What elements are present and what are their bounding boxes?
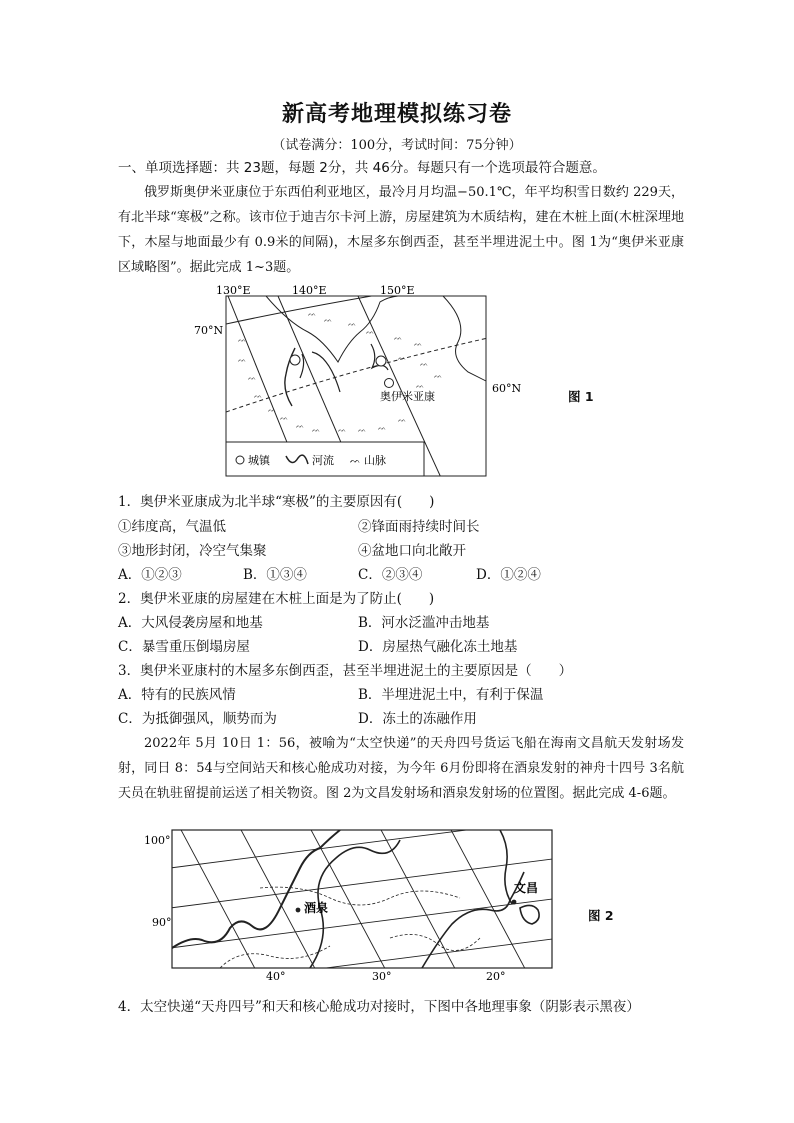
coastline <box>266 296 398 362</box>
coastline-east <box>443 296 488 382</box>
q1-option-a[interactable]: A．①②③ <box>118 567 182 583</box>
lat-label-60: 60°N <box>492 382 522 395</box>
parallel-65 <box>226 338 488 412</box>
svg-text:ᨓ: ᨓ <box>312 426 321 434</box>
q1-item-1: ①纬度高，气温低 <box>118 519 226 535</box>
svg-text:ᨓ: ᨓ <box>248 374 257 382</box>
svg-text:ᨓ: ᨓ <box>416 382 425 390</box>
svg-text:ᨓ: ᨓ <box>414 340 423 348</box>
q1-stem: 1．奥伊米亚康成为北半球“寒极”的主要原因有( ) <box>118 494 435 510</box>
svg-text:ᨓ: ᨓ <box>398 416 407 424</box>
svg-text:ᨓ: ᨓ <box>296 422 305 430</box>
figure-2-caption: 图 2 <box>588 908 614 923</box>
svg-text:ᨓ: ᨓ <box>338 426 347 434</box>
place-label-jiuquan: 酒泉 <box>304 901 329 915</box>
q1-item-2: ②锋面雨持续时间长 <box>358 519 480 535</box>
legend-mountain-symbol: ᨓ <box>350 456 361 466</box>
exam-info: （试卷满分：100分，考试时间：75分钟） <box>272 138 522 153</box>
q2-option-a[interactable]: A．大风侵袭房屋和地基 <box>118 615 263 631</box>
lon-label-150: 150°E <box>380 284 415 297</box>
svg-text:ᨓ: ᨓ <box>420 360 429 368</box>
lon-label-20: 20° <box>486 970 506 983</box>
svg-text:ᨓ: ᨓ <box>308 310 317 318</box>
svg-text:ᨓ: ᨓ <box>358 426 367 434</box>
svg-text:ᨓ: ᨓ <box>268 406 277 414</box>
q1-option-b[interactable]: B．①③④ <box>243 567 307 583</box>
place-label-wenchang: 文昌 <box>514 881 539 895</box>
passage-2: 2022年 5月 10日 1：56，被喻为“太空快递”的天舟四号货运飞船在海南文昌航天发射场发射，同日 8：54与空间站天和核心舱成功对接，为今年 6月份即将在酒泉发射的神舟十四号 3名航天员在轨驻留提前运送了相关物资。图 2为文昌发射场和酒泉发射场的位置图。据此完成 4-6题。 <box>118 736 684 801</box>
q4-stem: 4．太空快递“天舟四号”和天和核心舱成功对接时，下图中各地理事象（阴影表示黑夜） <box>118 999 640 1015</box>
legend-mountain: 山脉 <box>364 454 386 467</box>
figure-1-map <box>188 282 528 482</box>
svg-text:ᨓ: ᨓ <box>398 354 407 362</box>
q3-option-c[interactable]: C．为抵御强风，顺势而为 <box>118 711 277 727</box>
town-1 <box>290 355 300 365</box>
svg-text:ᨓ: ᨓ <box>366 328 375 336</box>
figure-1-caption: 图 1 <box>568 389 594 404</box>
q3-option-b[interactable]: B．半埋进泥土中，有利于保温 <box>358 687 544 703</box>
mountain-marks <box>238 310 442 434</box>
legend-town: 城镇 <box>248 454 270 467</box>
section-heading: 一、单项选择题：共 23题，每题 2分，共 46分。每题只有一个选项最符合题意。 <box>118 160 606 176</box>
svg-text:ᨓ: ᨓ <box>394 334 403 342</box>
svg-text:ᨓ: ᨓ <box>238 356 247 364</box>
town-jiuquan <box>296 908 301 913</box>
svg-text:ᨓ: ᨓ <box>254 392 263 400</box>
lon-label-40: 40° <box>266 970 286 983</box>
svg-text:ᨓ: ᨓ <box>280 414 289 422</box>
q1-option-c[interactable]: C．②③④ <box>358 567 423 583</box>
q1-item-3: ③地形封闭，冷空气集聚 <box>118 543 267 559</box>
svg-text:ᨓ: ᨓ <box>434 372 443 380</box>
place-label-oymyakon: 奥伊米亚康 <box>380 390 435 403</box>
q2-option-b[interactable]: B．河水泛滥冲击地基 <box>358 615 490 631</box>
internal-border-2 <box>220 946 330 968</box>
lon-label-30: 30° <box>372 970 392 983</box>
q2-option-c[interactable]: C．暴雪重压倒塌房屋 <box>118 639 250 655</box>
passage-1: 俄罗斯奥伊米亚康位于东西伯利亚地区，最冷月月均温−50.1℃，年平均积雪日数约 229天，有北半球“寒极”之称。该市位于迪吉尔卡河上游，房屋建筑为木质结构，建在木桩上面(木桩深埋地下，木屋与地面最少有 0.9米的间隔)，木屋多东倒西歪，甚至半埋进泥土中。图 1为“奥伊米亚康区域略图”。据此完成 1~3题。 <box>118 185 684 275</box>
lat-label-100: 100° <box>144 834 171 847</box>
lat-label-70: 70°N <box>194 324 224 337</box>
lon-label-140: 140°E <box>292 284 327 297</box>
q3-option-d[interactable]: D．冻土的冻融作用 <box>358 711 477 727</box>
map-frame-2 <box>172 830 552 968</box>
figure-2-map <box>140 828 560 984</box>
lon-label-130: 130°E <box>216 284 251 297</box>
border-4 <box>500 830 512 904</box>
legend-river: 河流 <box>312 454 334 467</box>
town-2 <box>376 356 386 366</box>
town-oymyakon <box>385 379 394 388</box>
town-wenchang <box>512 900 517 905</box>
page-title: 新高考地理模拟练习卷 <box>281 102 512 127</box>
river-2 <box>300 354 304 378</box>
q1-option-d[interactable]: D．①②④ <box>476 567 541 583</box>
svg-text:ᨓ: ᨓ <box>324 316 333 324</box>
svg-text:ᨓ: ᨓ <box>378 424 387 432</box>
q3-option-a[interactable]: A．特有的民族风情 <box>118 687 236 703</box>
q2-stem: 2．奥伊米亚康的房屋建在木桩上面是为了防止( ) <box>118 591 435 607</box>
svg-text:ᨓ: ᨓ <box>348 320 357 328</box>
svg-text:ᨓ: ᨓ <box>238 336 247 344</box>
q2-option-d[interactable]: D．房屋热气融化冻土地基 <box>358 639 518 655</box>
hainan-island <box>520 905 539 924</box>
q1-item-4: ④盆地口向北敞开 <box>358 543 466 559</box>
q3-stem: 3．奥伊米亚康村的木屋多东倒西歪，甚至半埋进泥土的主要原因是（ ） <box>118 663 573 679</box>
lat-label-90: 90° <box>152 916 172 929</box>
